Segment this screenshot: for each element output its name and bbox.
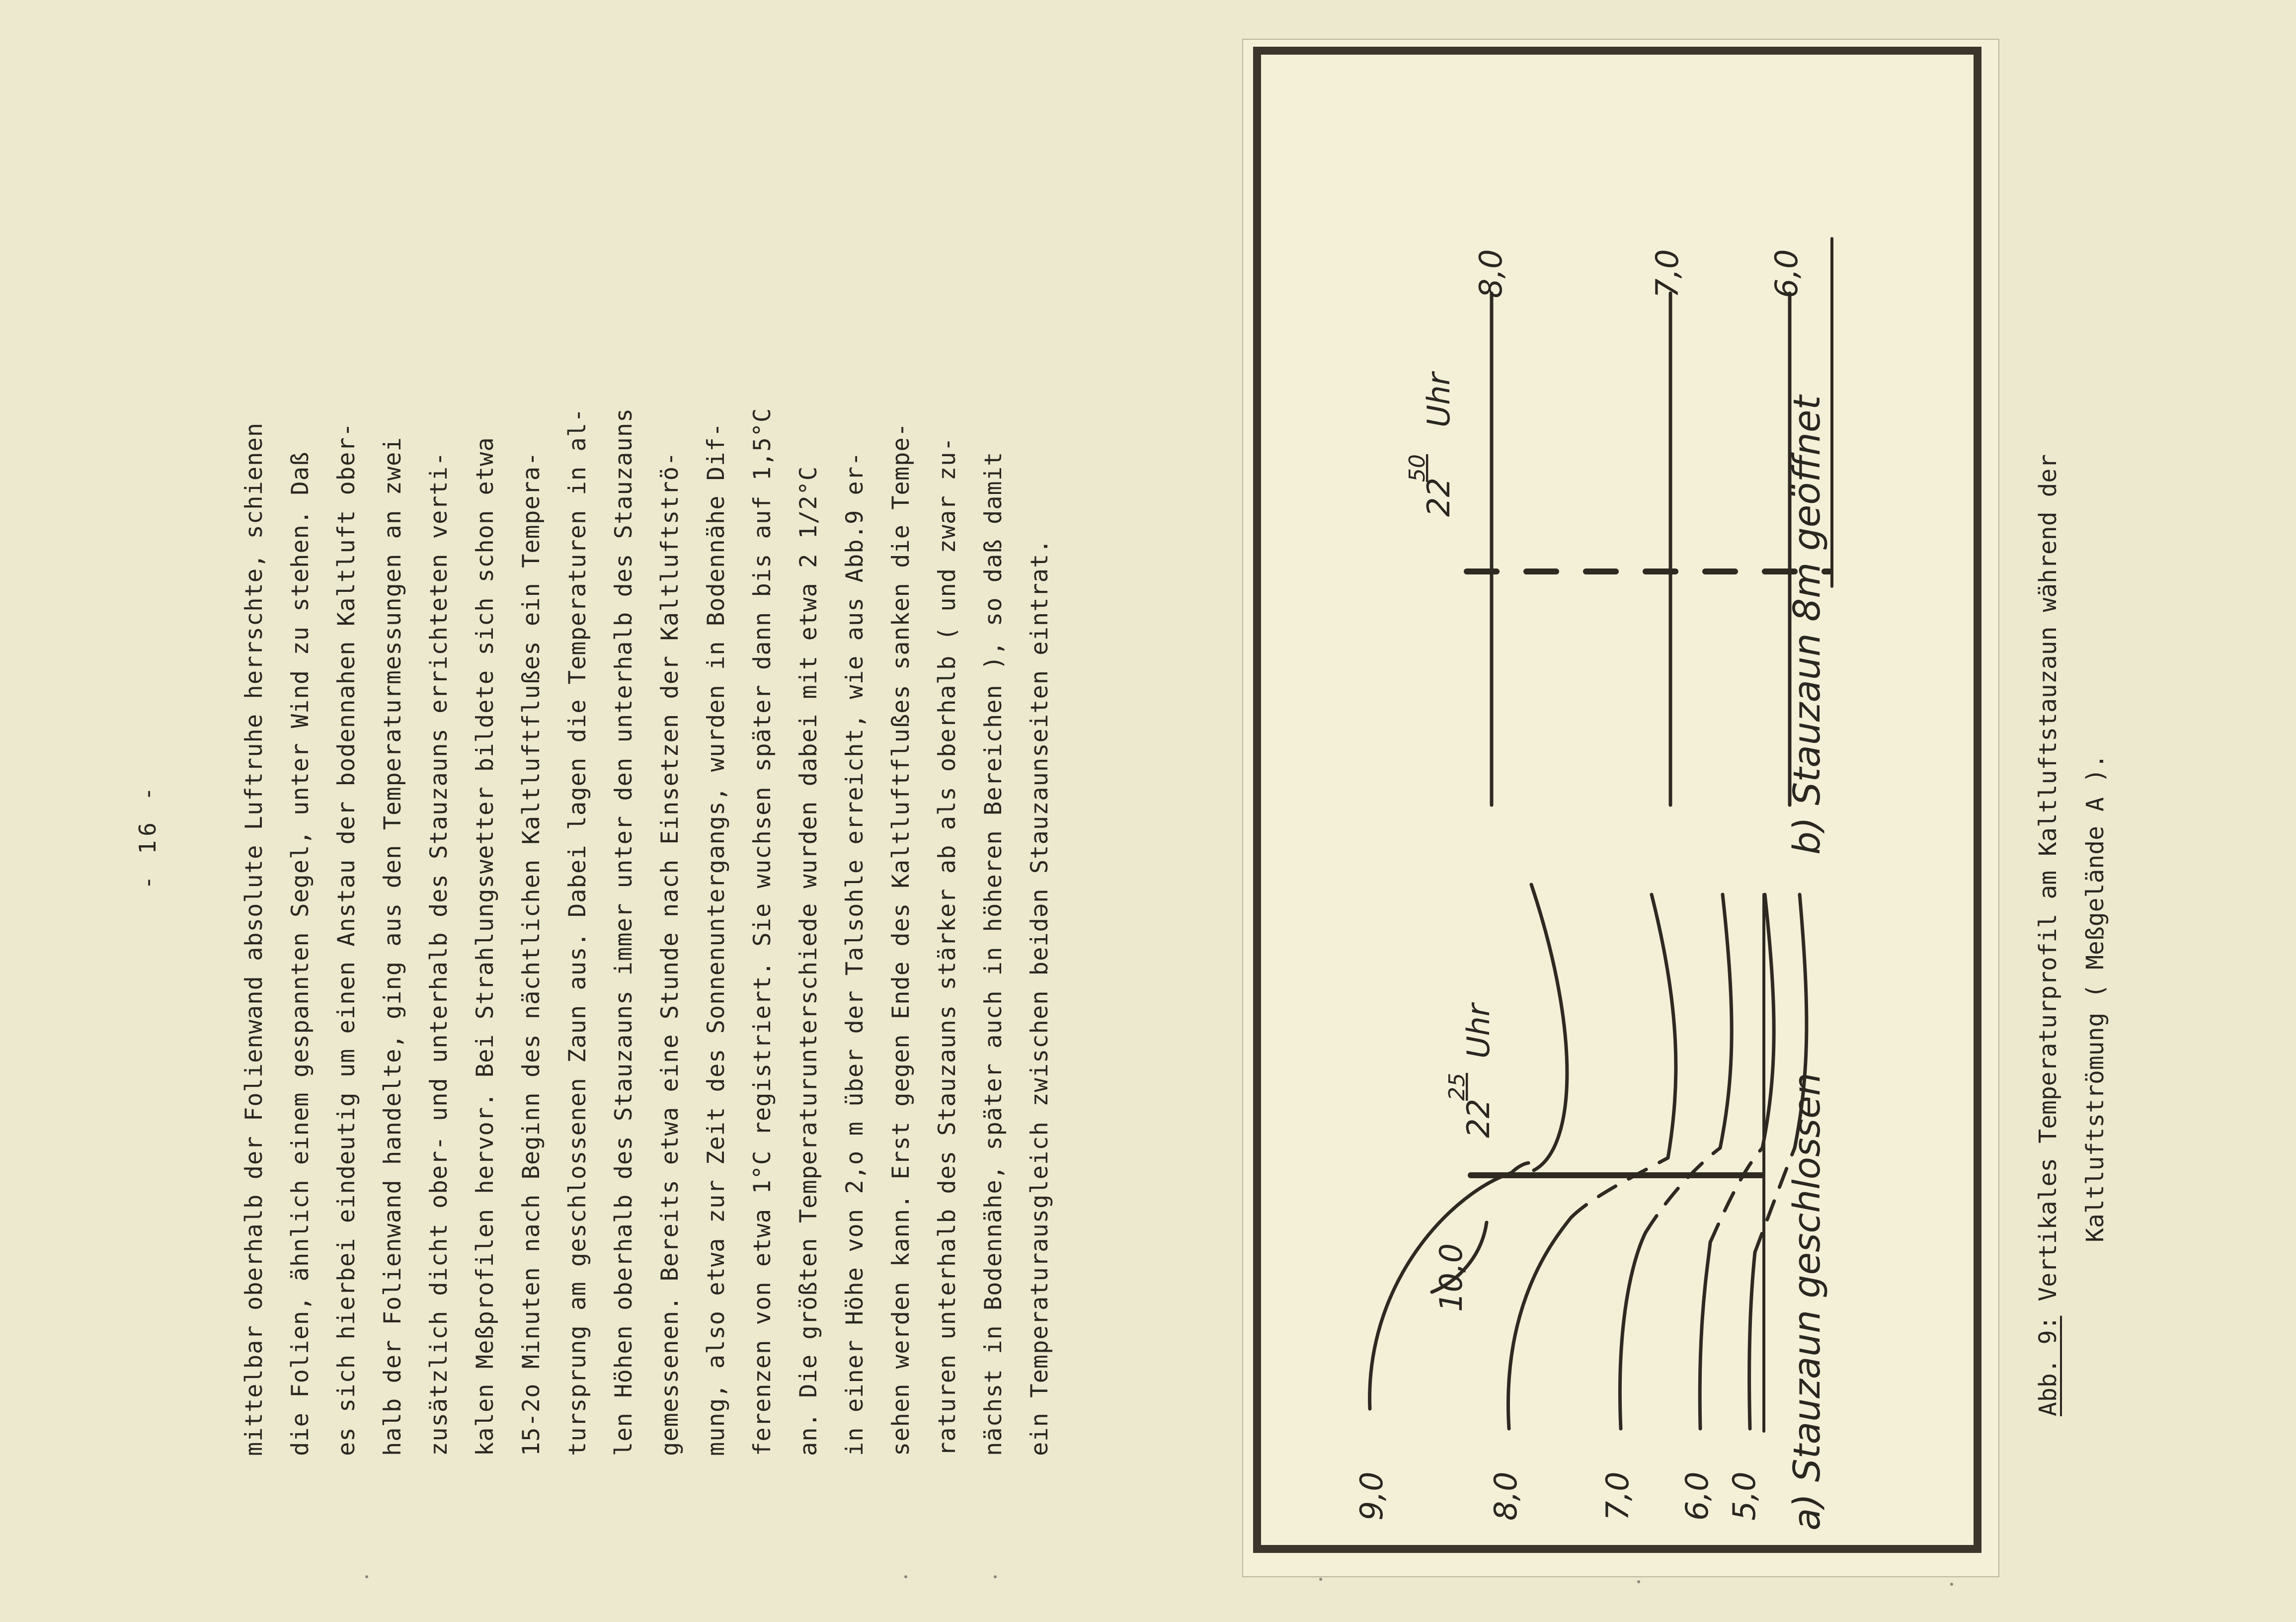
isotherm-curve-8-upper <box>1720 894 1732 1148</box>
caption-text-1: Vertikales Temperaturprofil am Kaltluftstauzaun während der <box>2034 454 2062 1316</box>
text-line: nächst in Bodennähe, später auch in höheren Bereichen ), so daß damit <box>980 451 1007 1456</box>
text-line: ferenzen von etwa 1°C registriert. Sie wuchsen später dann bis auf 1,5°C <box>749 407 776 1456</box>
text-line: es sich hierbei eindeutig um einen Anstau der bodennahen Kaltluft ober- <box>333 422 360 1456</box>
text-line: sehen werden kann. Erst gegen Ende des Kaltluftflußes sanken die Tempe- <box>887 422 915 1456</box>
panel-b-label: b) Stauzaun 8m geöffnet <box>1786 395 1828 855</box>
isotherm-curve-9-upper <box>1652 894 1676 1158</box>
text-line: tursprung am geschlossenen Zaun aus. Dabei lagen die Temperaturen in al- <box>564 407 591 1456</box>
dashed-connector <box>1710 1148 1762 1242</box>
paper-speck <box>1637 1580 1640 1583</box>
paper-speck <box>1319 1578 1322 1581</box>
caption-label: Abb. 9: <box>2034 1315 2062 1416</box>
paper-speck <box>904 1575 907 1578</box>
time-label-b-minutes: 50 <box>1405 454 1430 482</box>
dashed-connector <box>1511 1163 1534 1173</box>
text-line: kalen Meßprofilen hervor. Bei Strahlungswetter bildete sich schon etwa <box>472 437 499 1456</box>
text-line: mittelbar oberhalb der Folienwand absolute Luftruhe herrschte, schienen <box>240 422 268 1456</box>
isotherm-curve-8 <box>1508 1217 1571 1429</box>
isotherm-label-b-6: 6,0 <box>1768 249 1805 298</box>
text-line: halb der Folienwand handelte, ging aus den Temperaturmessungen an zwei <box>379 437 406 1456</box>
isotherm-label-7: 7,0 <box>1599 1471 1636 1521</box>
caption-line-1 <box>2025 25 2072 1416</box>
figure-frame <box>1257 51 1978 1549</box>
dashed-connector <box>1646 1148 1720 1232</box>
body-text <box>231 124 1063 1456</box>
time-label-a-unit: Uhr <box>1460 1003 1497 1058</box>
text-line: an. Die größten Temperaturunterschiede wurden dabei mit etwa 2 1/2°C <box>795 466 822 1456</box>
paper-speck <box>994 1575 997 1578</box>
dashed-connector <box>1571 1158 1668 1217</box>
paper-speck <box>365 1575 368 1578</box>
text-line: raturen unterhalb des Stauzauns stärker ab als oberhalb ( und zwar zu- <box>934 437 961 1456</box>
isotherm-label-10: 10,0 <box>1433 1243 1469 1312</box>
text-line: in einer Höhe von 2,o m über der Talsohle erreicht, wie aus Abb.9 er- <box>841 451 869 1456</box>
text-line: ein Temperaturausgleich zwischen beidən Stauzaunseiten eintrat. <box>1026 539 1053 1456</box>
isotherm-curve-7 <box>1620 1232 1646 1429</box>
text-line: 15-2o Minuten nach Beginn des nächtlichen Kaltluftflußes ein Tempera- <box>518 451 545 1456</box>
isotherm-curve-10-upper <box>1531 885 1567 1170</box>
isotherm-label-b-8: 8,0 <box>1473 249 1509 298</box>
time-label-a-hours: 22 <box>1460 1099 1497 1138</box>
isotherm-label-5: 5,0 <box>1726 1471 1762 1521</box>
isotherm-curve-5 <box>1749 1252 1755 1429</box>
time-label-b-hours: 22 <box>1421 478 1457 517</box>
time-label-b-unit: Uhr <box>1421 372 1457 427</box>
isotherm-curve-6 <box>1700 1242 1710 1429</box>
isotherm-label-b-7: 7,0 <box>1649 249 1685 298</box>
isotherm-label-8: 8,0 <box>1488 1471 1524 1521</box>
isotherm-label-9: 9,0 <box>1353 1471 1390 1521</box>
caption-line-2 <box>2072 25 2119 1416</box>
isotherm-label-6: 6,0 <box>1679 1471 1715 1521</box>
caption-text-2: Kaltluftströmung ( Meßgelände A ). <box>2081 754 2109 1242</box>
text-line: gemessenen. Bereits etwa eine Stunde nach Einsetzen der Kaltluftströ- <box>656 451 684 1456</box>
figure-drawing <box>1243 40 1998 1576</box>
figure-caption <box>2025 25 2119 1416</box>
text-line: zusätzlich dicht ober- und unterhalb des Stauzauns errichteten verti- <box>425 451 453 1456</box>
paper-speck <box>1950 1583 1953 1586</box>
text-line: len Höhen oberhalb des Stauzauns immer unter den unterhalb des Stauzauns <box>610 407 637 1456</box>
panel-a-label: a) Stauzaun geschlossen <box>1786 1072 1828 1531</box>
text-line: die Folien, ähnlich einem gespannten Segel, unter Wind zu stehen. Daß <box>287 451 314 1456</box>
page-number: - 16 - <box>134 783 161 890</box>
time-label-a-minutes: 25 <box>1444 1073 1470 1101</box>
text-line: mung, also etwa zur Zeit des Sonnenuntergangs, wurden in Bodennähe Dif- <box>703 422 730 1456</box>
figure-temperature-profile <box>1242 39 1999 1577</box>
